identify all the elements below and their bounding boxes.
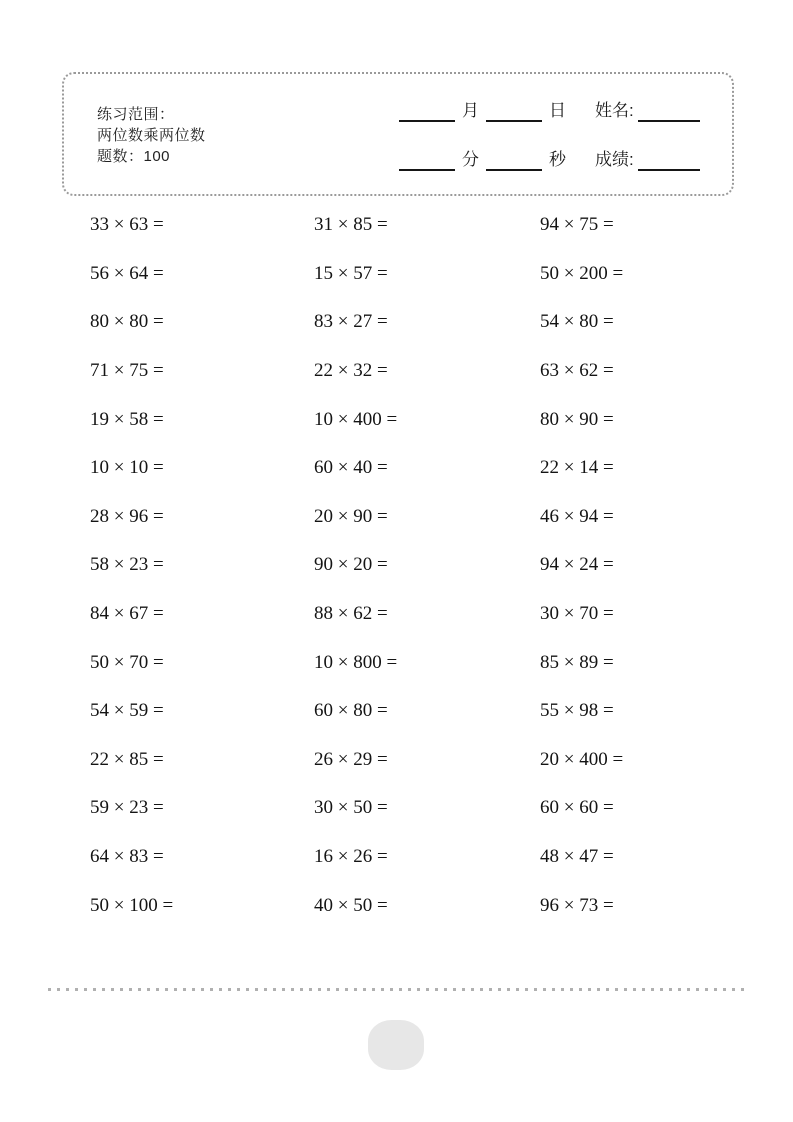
problem: 80 × 80 = (90, 311, 164, 333)
question-count: 题数：100 (97, 148, 171, 165)
problem: 50 × 200 = (540, 262, 624, 284)
problem: 15 × 57 = (314, 262, 388, 284)
problem: 28 × 96 = (90, 505, 164, 527)
name-blank (638, 103, 700, 122)
problem: 22 × 14 = (540, 457, 614, 479)
problem: 85 × 89 = (540, 651, 614, 673)
problem: 26 × 29 = (314, 748, 388, 770)
time-score-row (399, 147, 719, 171)
day-label: 日 (549, 101, 566, 120)
problem: 60 × 80 = (314, 700, 388, 722)
month-label: 月 (462, 101, 479, 120)
problem: 22 × 85 = (90, 748, 164, 770)
practice-info (97, 104, 206, 167)
footer-divider (48, 988, 745, 991)
problems-grid (90, 201, 750, 930)
problem: 10 × 400 = (314, 408, 398, 430)
problem: 46 × 94 = (540, 505, 614, 527)
fill-in-area (399, 98, 719, 171)
problem: 19 × 58 = (90, 408, 164, 430)
problem: 55 × 98 = (540, 700, 614, 722)
problem: 10 × 10 = (90, 457, 164, 479)
problem: 84 × 67 = (90, 603, 164, 625)
problem: 10 × 800 = (314, 651, 398, 673)
problem: 50 × 100 = (90, 894, 174, 916)
problem: 33 × 63 = (90, 214, 164, 236)
problem: 58 × 23 = (90, 554, 164, 576)
problem: 64 × 83 = (90, 846, 164, 868)
problem: 30 × 50 = (314, 797, 388, 819)
day-blank (486, 103, 542, 122)
minute-blank (399, 152, 455, 171)
practice-range-label: 练习范围： (97, 106, 175, 123)
problem: 80 × 90 = (540, 408, 614, 430)
problem: 94 × 75 = (540, 214, 614, 236)
practice-range-value: 两位数乘两位数 (97, 127, 206, 144)
month-blank (399, 103, 455, 122)
problem: 59 × 23 = (90, 797, 164, 819)
problem: 16 × 26 = (314, 846, 388, 868)
problem: 60 × 60 = (540, 797, 614, 819)
second-label: 秒 (549, 150, 566, 169)
problem: 94 × 24 = (540, 554, 614, 576)
header-box (62, 72, 734, 196)
problem: 60 × 40 = (314, 457, 388, 479)
name-label: 姓名: (595, 101, 634, 120)
problem: 63 × 62 = (540, 360, 614, 382)
problem: 31 × 85 = (314, 214, 388, 236)
problem: 20 × 90 = (314, 505, 388, 527)
date-name-row (399, 98, 719, 122)
score-blank (638, 152, 700, 171)
problem: 83 × 27 = (314, 311, 388, 333)
problem: 50 × 70 = (90, 651, 164, 673)
footer-blob (368, 1020, 424, 1070)
problem: 54 × 59 = (90, 700, 164, 722)
problem: 96 × 73 = (540, 894, 614, 916)
problem: 30 × 70 = (540, 603, 614, 625)
problem: 20 × 400 = (540, 748, 624, 770)
minute-label: 分 (462, 150, 479, 169)
second-blank (486, 152, 542, 171)
problem: 71 × 75 = (90, 360, 164, 382)
problem: 22 × 32 = (314, 360, 388, 382)
problem: 90 × 20 = (314, 554, 388, 576)
problem: 48 × 47 = (540, 846, 614, 868)
problem: 88 × 62 = (314, 603, 388, 625)
score-label: 成绩: (595, 150, 634, 169)
problem: 54 × 80 = (540, 311, 614, 333)
problem: 56 × 64 = (90, 262, 164, 284)
problem: 40 × 50 = (314, 894, 388, 916)
